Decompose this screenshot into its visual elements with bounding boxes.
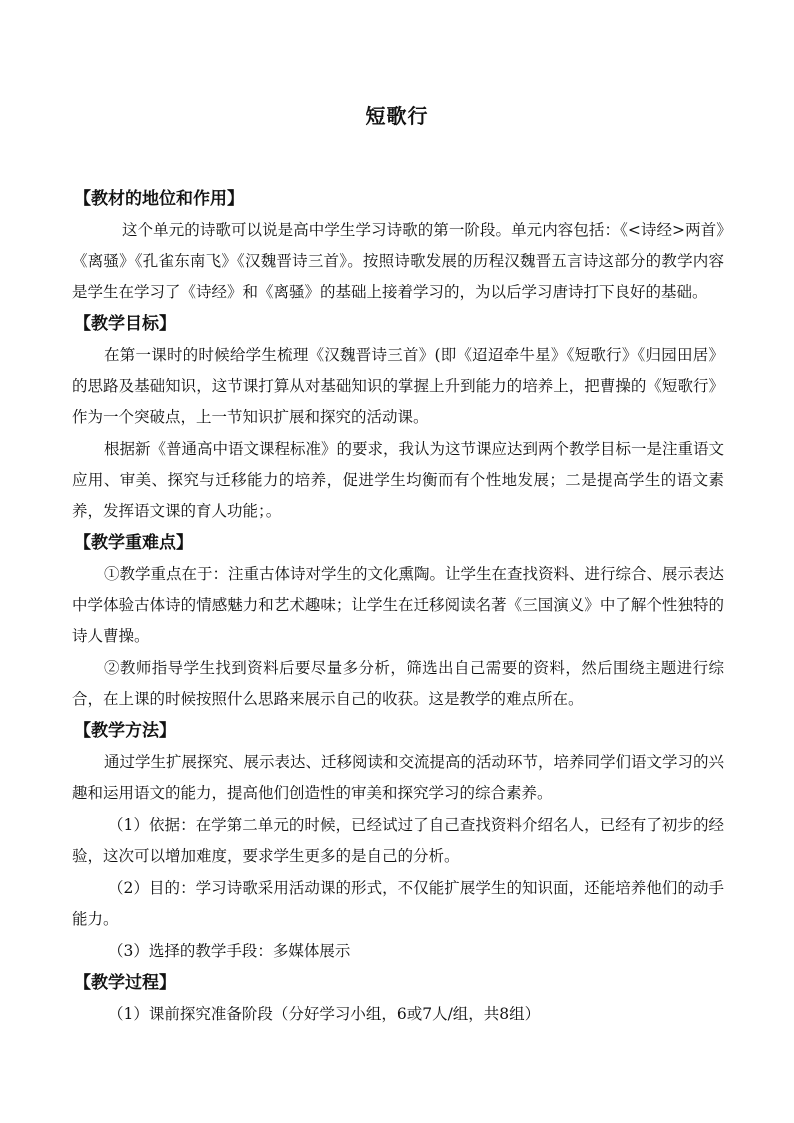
paragraph-goals-2: 根据新《普通高中语文课程标准》的要求，我认为这节课应达到两个教学目标一是注重语文应用、审美、探究与迁移能力的培养，促进学生均衡而有个性地发展；二是提高学生的语文素养，发挥语文课的育人功能；。 (72, 440, 725, 520)
paragraph-difficulty: ②教师指导学生找到资料后要尽量多分析，筛选出自己需要的资料，然后围绕主题进行综合，在上课的时候按照什么思路来展示自己的收获。这是教学的难点所在。 (72, 659, 724, 708)
paragraph-methods-means: （3）选择的教学手段：多媒体展示 (108, 942, 351, 960)
section-heading-teaching-methods: 【教学方法】 (74, 721, 176, 741)
paragraph-goals-1: 在第一课时的时候给学生梳理《汉魏晋诗三首》(即《迢迢牵牛星》《短歌行》《归园田居》的思路及基础知识，这节课打算从对基础知识的掌握上升到能力的培养上，把曹操的《短歌行》作为一个突破点，上一节知识扩展和探究的活动课。 (72, 346, 724, 426)
paragraph-methods-basis: （1）依据：在学第二单元的时候，已经试过了自己查找资料介绍名人，已经有了初步的经验，这次可以增加难度，要求学生更多的是自己的分析。 (72, 816, 724, 865)
section-heading-teaching-process: 【教学过程】 (74, 973, 176, 993)
document-title: 短歌行 (365, 104, 429, 128)
paragraph-methods-purpose: （2）目的：学习诗歌采用活动课的形式，不仅能扩展学生的知识面，还能培养他们的动手能力。 (72, 879, 724, 928)
section-heading-textbook-role: 【教材的地位和作用】 (74, 189, 244, 209)
section-heading-teaching-goals: 【教学目标】 (74, 314, 176, 334)
section-heading-key-difficulties: 【教学重难点】 (74, 533, 193, 553)
document-body (72, 184, 724, 1031)
paragraph-methods-intro: 通过学生扩展探究、展示表达、迁移阅读和交流提高的活动环节，培养同学们语文学习的兴趣和运用语文的能力，提高他们创造性的审美和探究学习的综合素养。 (72, 753, 725, 802)
paragraph-textbook-role: 这个单元的诗歌可以说是高中学生学习诗歌的第一阶段。单元内容包括：《<诗经>两首》《离骚》《孔雀东南飞》《汉魏晋诗三首》。按照诗歌发展的历程汉魏晋五言诗这部分的教学内容是学生在学习了《诗经》和《离骚》的基础上接着学习的，为以后学习唐诗打下良好的基础。 (72, 221, 724, 301)
paragraph-process-stage-1: （1）课前探究准备阶段（分好学习小组，6或7人/组，共8组） (108, 1005, 541, 1023)
paragraph-key-point: ①教学重点在于：注重古体诗对学生的文化熏陶。让学生在查找资料、进行综合、展示表达中学体验古体诗的情感魅力和艺术趣味；让学生在迁移阅读名著《三国演义》中了解个性独特的诗人曹操。 (72, 565, 725, 645)
